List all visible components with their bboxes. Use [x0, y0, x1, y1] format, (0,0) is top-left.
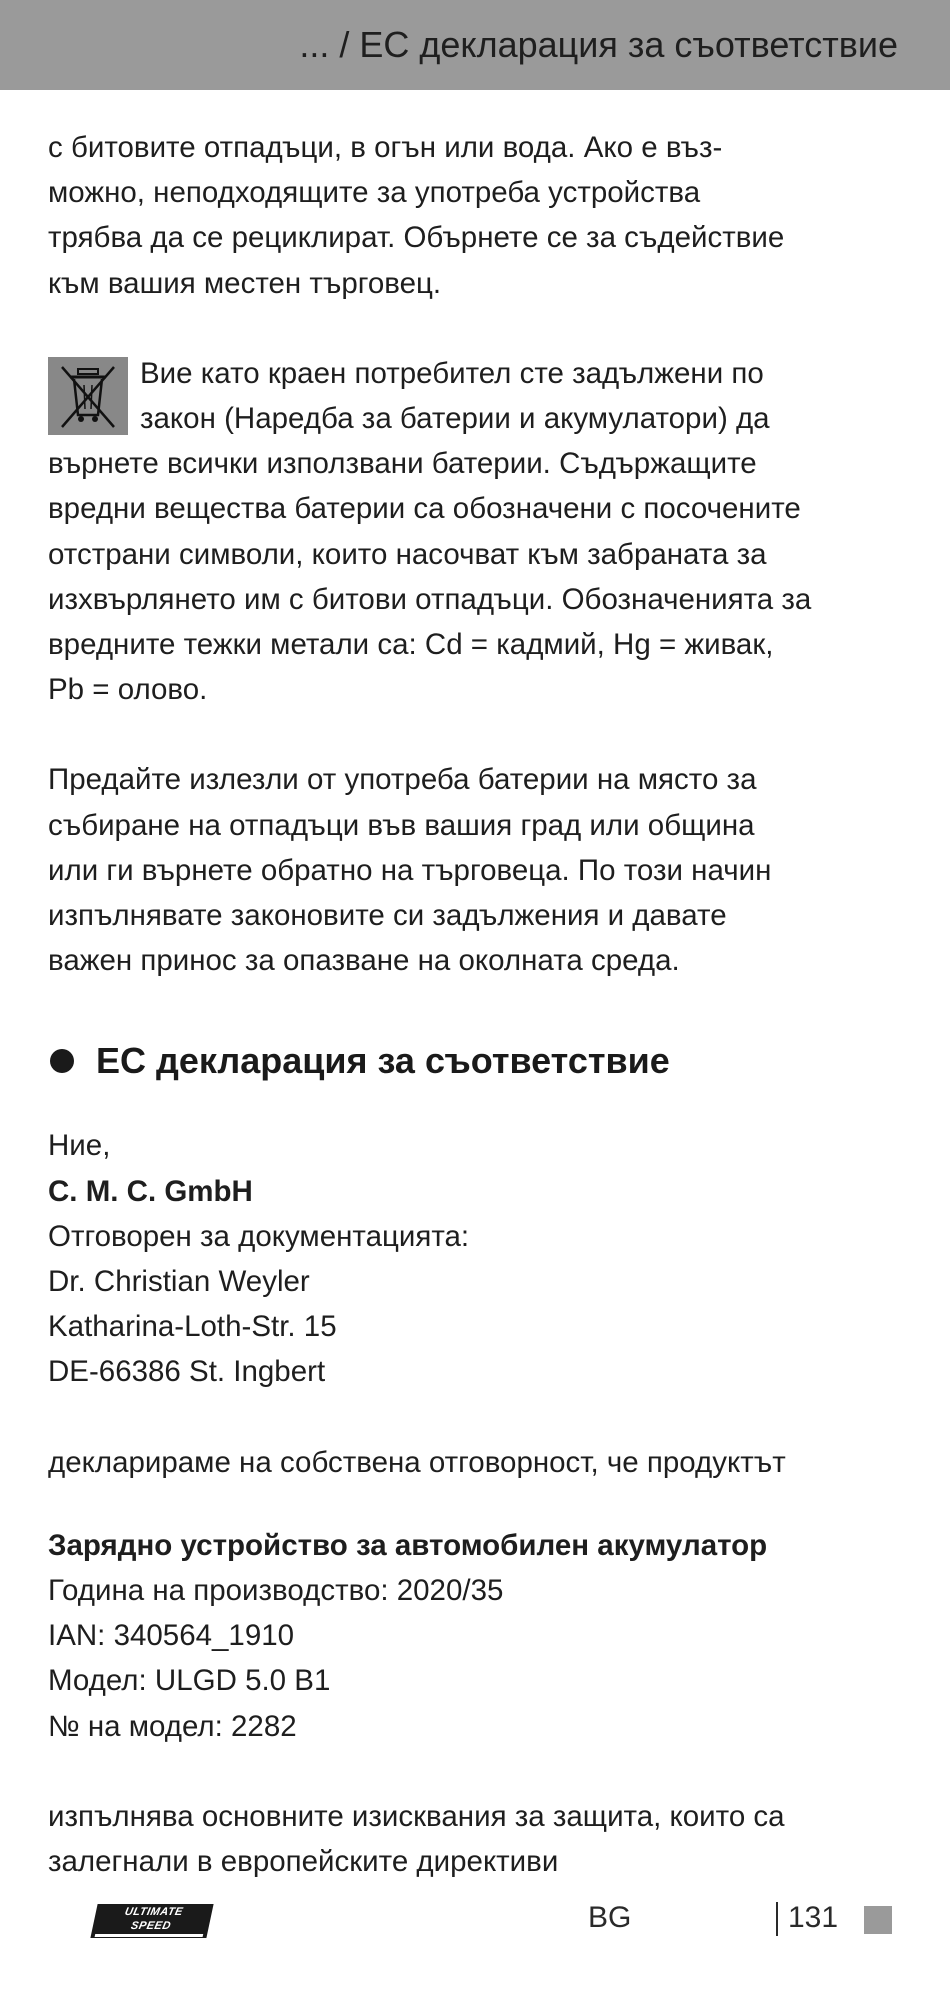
responsible-label: Отговорен за документацията: — [48, 1219, 470, 1253]
footer-square-marker — [864, 1906, 892, 1934]
product-name: Зарядно устройство за автомобилен акумулатор — [48, 1528, 768, 1562]
paragraph-disposal: с битовите отпадъци, в огън или вода. Ако е въз- можно, неподходящите за употреба устройства трябва да се рециклират. Обърнете се за съдействие към вашия местен търговец. — [48, 131, 785, 300]
ian-number: IAN: 340564_1910 — [48, 1619, 295, 1653]
logo-text-line2: SPEED — [129, 1920, 173, 1932]
logo-stripe — [95, 1934, 204, 1937]
page-content — [48, 125, 908, 1884]
paragraph-battery-obligation: Вие като краен потребител сте задължени по закон (Наредба за батерии и акумулатори) да върнете всички използвани батерии. Съдържащите вредни вещества батерии са обозначени с посочените отстрани символи, които насочват към забраната за изхвърлянето им с битови отпадъци. Обозначенията за вредните тежки метали са: Cd = кадмий, Hg = живак, Pb = олово. — [48, 356, 812, 707]
battery-section — [48, 351, 908, 713]
declaration-closing: изпълнява основните изисквания за защита, които са залегнали в европейските директиви — [48, 1799, 785, 1879]
model-name: Модел: ULGD 5.0 B1 — [48, 1664, 331, 1698]
footer-language: BG — [588, 1901, 632, 1934]
responsible-person: Dr. Christian Weyler — [48, 1265, 310, 1299]
production-year: Година на производство: 2020/35 — [48, 1574, 504, 1608]
footer-divider — [776, 1902, 778, 1936]
bullet-dot-icon — [50, 1049, 74, 1073]
page-number: 131 — [788, 1901, 839, 1934]
crossed-out-wheelie-bin-icon — [48, 357, 128, 435]
address-city: DE-66386 St. Ingbert — [48, 1355, 326, 1389]
declaration-statement: декларираме на собствена отговорност, че продуктът — [48, 1445, 786, 1479]
company-name: C. M. C. GmbH — [48, 1174, 253, 1208]
brand-logo — [90, 1904, 213, 1938]
section-heading-eu-declaration — [48, 1037, 908, 1085]
declaration-we: Ние, — [48, 1129, 111, 1163]
model-number: № на модел: 2282 — [48, 1709, 297, 1743]
section-heading-text: ЕС декларация за съответствие — [96, 1040, 670, 1082]
paragraph-battery-return: Предайте излезли от употреба батерии на място за събиране на отпадъци във вашия град или община или ги върнете обратно на търговеца. По този начин изпълнявате законовите си задължения и давате важен принос за опазване на околната среда. — [48, 763, 772, 978]
address-street: Katharina-Loth-Str. 15 — [48, 1310, 337, 1344]
header-title: ... / ЕС декларация за съответствие — [299, 24, 898, 65]
header-bar — [0, 0, 950, 90]
logo-text-line1: ULTIMATE — [123, 1906, 185, 1918]
